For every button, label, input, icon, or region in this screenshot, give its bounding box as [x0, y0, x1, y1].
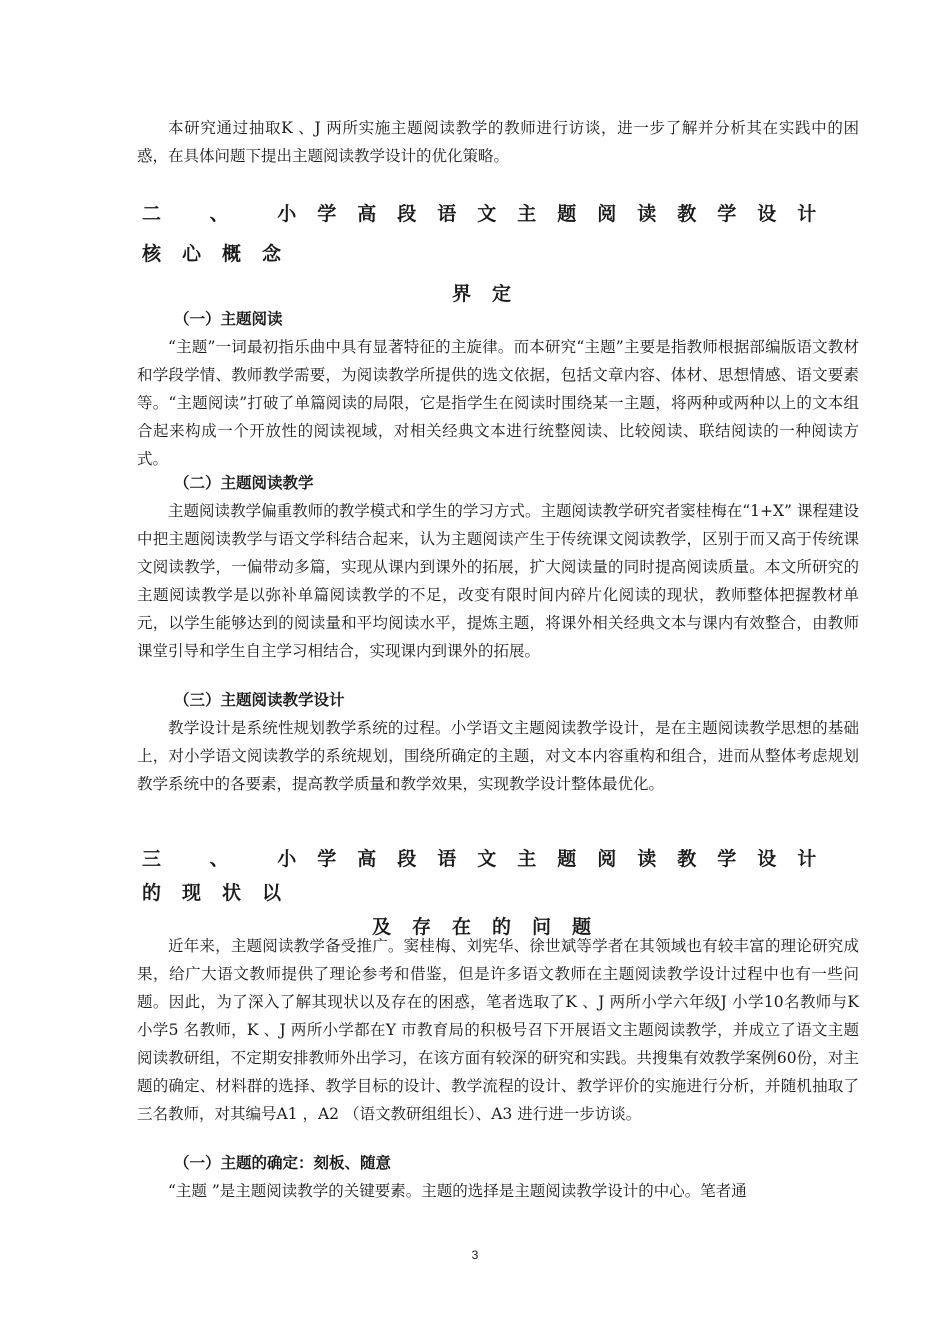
section2-sub3-body: 教学设计是系统性规划教学系统的过程。小学语文主题阅读教学设计，是在主题阅读教学思想的基础上，对小学语文阅读教学的系统规划，围绕所确定的主题，对文本内容重构和组合，进而从整体考虑规划教学系统中的各要素，提高教学质量和教学效果，实现教学设计整体最优化。 [137, 719, 859, 793]
section3-sub1-body: “主题 ”是主题阅读教学的关键要素。主题的选择是主题阅读教学设计的中心。笔者通 [168, 1182, 747, 1200]
section3-sub1-title: （一）主题的确定：刻板、随意 [174, 1154, 392, 1172]
section2-sub2-title: （二）主题阅读教学 [174, 474, 314, 492]
section3-body: 近年来，主题阅读教学备受推广。窦桂梅、刘宪华、徐世斌等学者在其领域也有较丰富的理论研究成果，给广大语文教师提供了理论参考和借鉴，但是许多语文教师在主题阅读教学设计过程中也有一些问题。因此，为了深入了解其现状以及存在的困惑，笔者选取了K 、J 两所小学六年级J 小学10名教师与K 小学5 名教师，K 、J 两所小学都在Y 市教育局的积极号召下开展语文主题阅读教学，并成立了语文主题阅读教研组，不定期安排教师外出学习，在该方面有较深的研究和实践。共搜集有效教学案例60份，对主题的确定、材料群的选择、教学目标的设计、教学流程的设计、教学评价的实施进行分析，并随机抽取了三名教师，对其编号A1 ，A2 （语文教研组组长）、A3 进行进一步访谈。 [137, 937, 859, 1123]
page-number: 3 [471, 1248, 479, 1262]
section3-heading [142, 842, 842, 944]
section2-sub2-body: 主题阅读教学偏重教师的教学模式和学生的学习方式。主题阅读教学研究者窦桂梅在“1+X” 课程建设中把主题阅读教学与语文学科结合起来，认为主题阅读产生于传统课文阅读教学，区别于而又高于传统课文阅读教学，一偏带动多篇，实现从课内到课外的拓展，扩大阅读量的同时提高阅读质量。本文所研究的主题阅读教学是以弥补单篇阅读教学的不足，改变有限时间内碎片化阅读的现状，教师整体把握教材单元，以学生能够达到的阅读量和平均阅读水平，提炼主题，将课外相关经典文本与课内有效整合，由教师课堂引导和学生自主学习相结合，实现课内到课外的拓展。 [137, 502, 859, 660]
section2-sub3-title: （三）主题阅读教学设计 [174, 691, 345, 709]
intro-paragraph: 本研究通过抽取K 、J 两所实施主题阅读教学的教师进行访谈，进一步了解并分析其在实践中的困惑，在具体问题下提出主题阅读教学设计的优化策略。 [137, 119, 859, 165]
section2-heading [142, 194, 842, 314]
section3-heading-line1: 三 、 小学高段语文主题阅读教学设计的现状以 [142, 848, 838, 904]
section3-heading-line2: 及存在的问题 [371, 916, 612, 938]
section2-sub1-body: “主题”一词最初指乐曲中具有显著特征的主旋律。而本研究“主题”主要是指教师根据部编版语文教材和学段学情、教师教学需要，为阅读教学所提供的选文依据，包括文章内容、体材、思想情感、语文要素等。“主题阅读”打破了单篇阅读的局限，它是指学生在阅读时围绕某一主题，将两种或两种以上的文本组合起来构成一个开放性的阅读视域，对相关经典文本进行统整阅读、比较阅读、联结阅读的一种阅读方式。 [137, 338, 859, 468]
section2-sub1-title: （一）主题阅读 [174, 310, 283, 328]
section2-heading-line2: 界定 [451, 283, 532, 305]
section2-heading-line1: 二 、 小学高段语文主题阅读教学设计核心概念 [142, 203, 838, 265]
